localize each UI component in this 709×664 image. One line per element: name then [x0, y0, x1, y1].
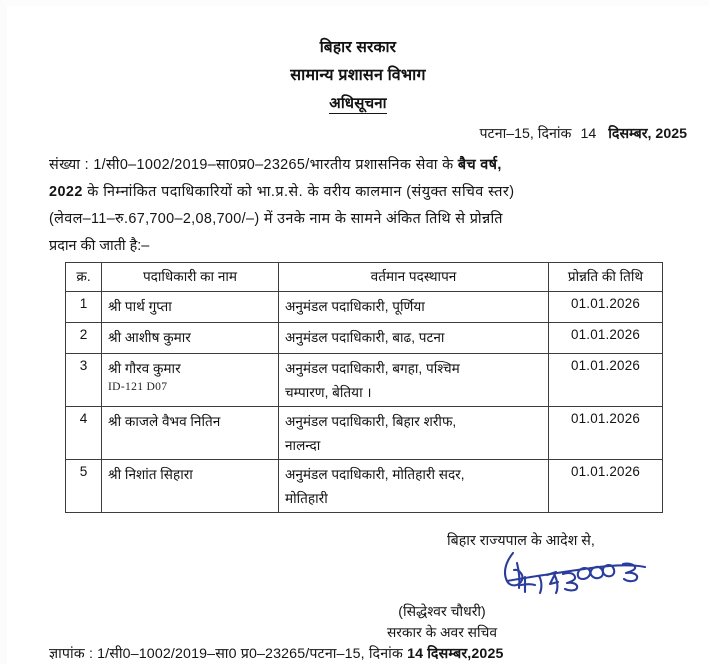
date-day: 14 [580, 126, 597, 142]
officer-id-text: ID-121 D07 [108, 380, 168, 393]
body-line-1 [49, 152, 691, 179]
cell-promotion-date: 01.01.2026 [549, 292, 663, 323]
handwritten-signature-icon [495, 551, 665, 599]
table-row [66, 354, 663, 407]
posting-line-1: अनुमंडल पदाधिकारी, बगहा, पश्चिम [285, 361, 460, 376]
cell-officer-name [102, 323, 279, 354]
body-line-2 [49, 179, 691, 206]
posting-line-2: मोतिहारी [285, 491, 328, 506]
cell-serial: 4 [66, 407, 102, 460]
table-header-row [66, 263, 663, 292]
body-line-2-bold: 2022 [49, 184, 83, 200]
officer-name-text: श्री पार्थ गुप्ता [108, 299, 172, 314]
government-title: बिहार सरकार [319, 39, 397, 56]
date-month-year: दिसम्बर, 2025 [608, 126, 687, 142]
memo-date: 14 दिसम्बर,2025 [407, 646, 504, 662]
cell-officer-name [102, 460, 279, 513]
cell-serial: 5 [66, 460, 102, 513]
column-header-current-posting: वर्तमान पदस्थापन [279, 263, 549, 292]
cell-serial: 1 [66, 292, 102, 323]
cell-promotion-date: 01.01.2026 [549, 407, 663, 460]
table-row [66, 460, 663, 513]
notification-heading-text: अधिसूचना [329, 95, 387, 112]
cell-promotion-date: 01.01.2026 [549, 460, 663, 513]
place-date-line [479, 124, 687, 143]
table-row [66, 407, 663, 460]
notification-body [49, 152, 691, 260]
body-line-1-bold: बैच वर्ष, [457, 157, 502, 173]
column-header-serial: क्र. [66, 263, 102, 292]
notification-heading [7, 96, 709, 111]
cell-promotion-date: 01.01.2026 [549, 323, 663, 354]
cell-current-posting [279, 407, 549, 460]
cell-serial: 3 [66, 354, 102, 407]
memo-line [49, 644, 504, 663]
cell-current-posting [279, 354, 549, 407]
officer-name-text: श्री काजले वैभव नितिन [108, 414, 221, 429]
posting-line-1: अनुमंडल पदाधिकारी, पूर्णिया [285, 299, 425, 314]
cell-promotion-date: 01.01.2026 [549, 354, 663, 407]
promotion-table [65, 262, 663, 513]
officer-name-text: श्री आशीष कुमार [108, 330, 191, 345]
cell-current-posting [279, 460, 549, 513]
body-line-3: (लेवल–11–रु.67,700–2,08,700/–) में उनके नाम के सामने अंकित तिथि से प्रोन्नति [49, 211, 503, 227]
by-order-of-governor: बिहार राज्यपाल के आदेश से, [447, 533, 595, 549]
cell-officer-name [102, 354, 279, 407]
cell-serial: 2 [66, 323, 102, 354]
posting-line-2: नालन्दा [285, 438, 321, 453]
column-header-officer-name: पदाधिकारी का नाम [102, 263, 279, 292]
body-line-1-text: संख्या : 1/सी0–1002/2019–सा0प्र0–23265/भारतीय प्रशासनिक सेवा के [49, 157, 458, 173]
posting-line-1: अनुमंडल पदाधिकारी, मोतिहारी सदर, [285, 467, 465, 482]
officer-name-text: श्री निशांत सिहारा [108, 467, 193, 482]
body-line-2-text: के निम्नांकित पदाधिकारियों को भा.प्र.से. के वरीय कालमान (संयुक्त सचिव स्तर) [82, 184, 515, 200]
signatory-designation: सरकार के अवर सचिव [386, 625, 498, 640]
column-header-promotion-date: प्रोन्नति की तिथि [549, 263, 663, 292]
officer-name-text: श्री गौरव कुमार [108, 361, 181, 376]
place-label: पटना–15, दिनांक [479, 126, 572, 142]
table-row [66, 292, 663, 323]
department-title: सामान्य प्रशासन विभाग [290, 67, 426, 84]
cell-officer-name [102, 407, 279, 460]
table-row [66, 323, 663, 354]
cell-officer-name [102, 292, 279, 323]
posting-line-1: अनुमंडल पदाधिकारी, बाढ, पटना [285, 330, 445, 345]
posting-line-2: चम्पारण, बेतिया । [285, 385, 372, 400]
signatory-name: (सिद्धेश्वर चौधरी) [398, 603, 486, 619]
body-line-4: प्रदान की जाती है:– [49, 238, 150, 254]
cell-current-posting [279, 323, 549, 354]
memo-text: ज्ञापांक : 1/सी0–1002/2019–सा0 प्र0–23265/पटना–15, दिनांक [49, 646, 408, 662]
cell-current-posting [279, 292, 549, 323]
posting-line-1: अनुमंडल पदाधिकारी, बिहार शरीफ, [285, 414, 457, 429]
